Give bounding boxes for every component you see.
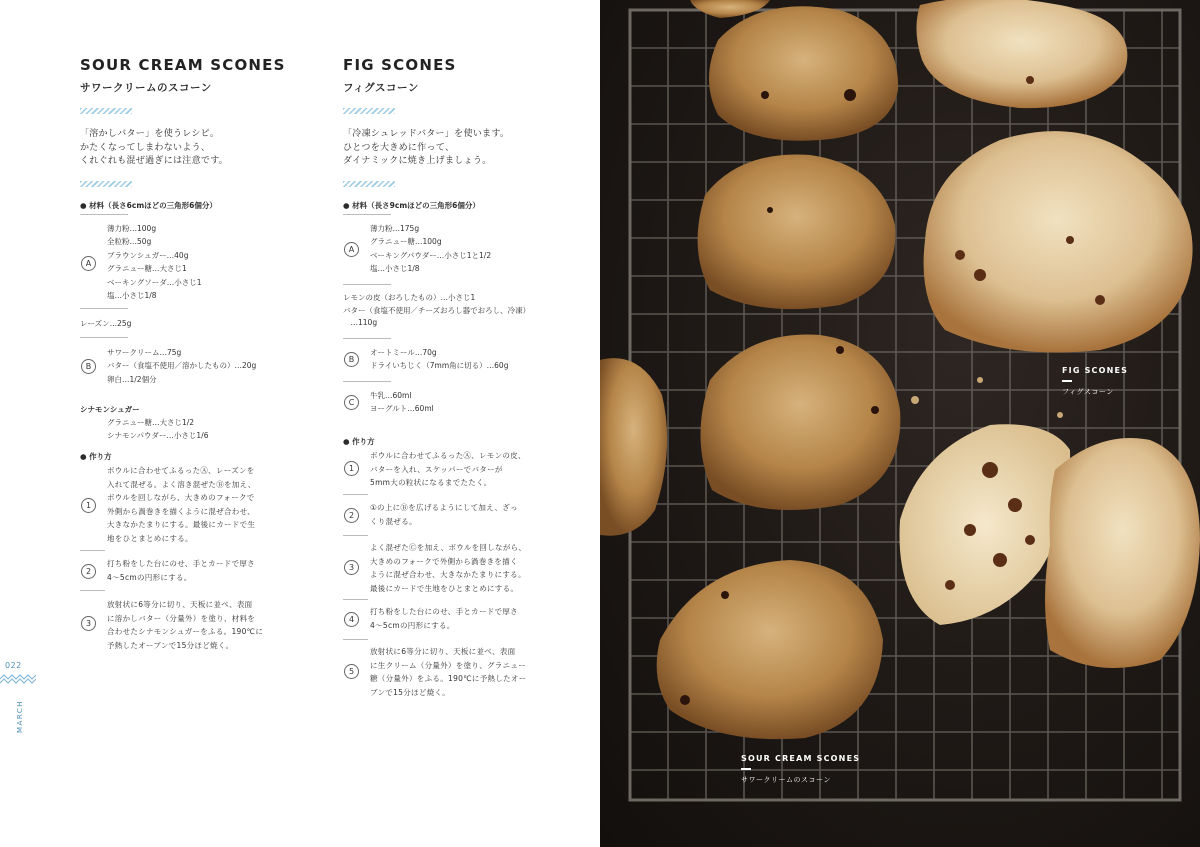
step-text: ボウルに合わせてふるったⒶ、レモンの皮、 バターを入れ、スケッパーでバターが 5mm大の粒状になるまでたたく。 — [370, 451, 526, 487]
divider-line — [343, 494, 368, 495]
hatch-divider — [80, 181, 132, 187]
recipe-intro: 「冷凍シュレッドバター」を使います。 ひとつを大きめに作って、 ダイナミックに焼き上げましょう。 — [343, 129, 510, 166]
ingredient-lemon-butter: レモンの皮（おろしたもの）…小さじ1 バター（食塩不使用／チーズおろし器でおろし、冷凍） …110g — [343, 293, 531, 327]
sour-cream-scone — [657, 560, 883, 739]
fig-scone-half — [1045, 438, 1200, 668]
photo-caption-fig — [1062, 366, 1128, 397]
hatch-divider — [80, 108, 132, 114]
step-text: 打ち粉をした台にのせ、手とカードで厚さ 4〜5cmの円形にする。 — [107, 559, 255, 582]
divider-line — [343, 338, 391, 339]
fig-scone-half — [900, 424, 1071, 625]
ingredient-list: オートミール…70g ドライいちじく（7mm角に切る）…60g — [370, 348, 509, 371]
divider-line — [343, 381, 391, 382]
divider-line — [80, 550, 105, 551]
cinnamon-sugar-list: グラニュー糖…大さじ1/2 シナモンパウダー…小さじ1/6 — [107, 418, 209, 441]
caption-bar — [741, 768, 751, 770]
recipe-title-ja: フィグスコーン — [343, 82, 419, 94]
step-number: 1 — [344, 461, 359, 476]
sour-cream-scone — [709, 6, 898, 140]
hatch-divider — [343, 181, 395, 187]
step-text: よく混ぜたⒸを加え、ボウルを回しながら、 大きめのフォークで外側から渦巻きを描く ように混ぜ合わせ、大きなかたまりにする。 最後にカードで生地をひとまとめにする。 — [370, 543, 527, 593]
step-number: 2 — [81, 564, 96, 579]
ingredient-list: 薄力粉…175g グラニュー糖…100g ベーキングパウダー…小さじ1と1/2 塩…小さじ1/8 — [370, 224, 492, 274]
step-text: 放射状に6等分に切り、天板に並べ、表面 に溶かしバター（分量外）を塗り、材料を 合わせたシナモンシュガーをふる。190℃に 予熱したオーブンで15分ほど焼く。 — [107, 600, 264, 650]
recipe-intro: 「溶かしバター」を使うレシピ。 かたくなってしまわないよう、 くれぐれも混ぜ過ぎには注意です。 — [80, 129, 229, 166]
divider-line — [343, 214, 391, 215]
step-number: 1 — [81, 498, 96, 513]
step-number: 3 — [344, 560, 359, 575]
step-number: 3 — [81, 616, 96, 631]
ingredients-heading: ● 材料（長さ9cmほどの三角形6個分） — [343, 201, 480, 210]
hatch-divider — [343, 108, 395, 114]
step-text: ボウルに合わせてふるったⒶ、レーズンを 入れて混ぜる。よく溶き混ぜたⒷを加え、 ボウルを回しながら、大きめのフォークで 外側から渦巻きを描くように混ぜ合わせ、 大きなかたまりにする。最後にカードで生 地をひとまとめにする。 — [107, 466, 256, 543]
recipe-title-en: FIG SCONES — [343, 56, 457, 74]
divider-line — [80, 214, 128, 215]
fig-scone — [916, 0, 1127, 108]
caption-title-en: FIG SCONES — [1062, 366, 1129, 375]
divider-line — [343, 535, 368, 536]
month-label: MARCH — [16, 700, 24, 733]
cinnamon-sugar-heading: シナモンシュガー — [80, 405, 140, 414]
step-number: 4 — [344, 612, 359, 627]
scones-photo — [600, 0, 1200, 847]
step-text: 放射状に6等分に切り、天板に並べ、表面 に生クリーム（分量外）を塗り、グラニュー 糖（分量外）をふる。190℃に予熱したオー ブンで15分ほど焼く。 — [370, 647, 527, 697]
caption-bar — [1062, 380, 1072, 382]
caption-title-ja: フィグスコーン — [1062, 388, 1114, 396]
step-number: 5 — [344, 664, 359, 679]
recipe-title-en: SOUR CREAM SCONES — [80, 56, 286, 74]
divider-line — [80, 590, 105, 591]
sour-cream-scone — [698, 155, 896, 310]
group-marker: B — [344, 352, 359, 367]
scones-illustration — [600, 0, 1200, 847]
group-marker: A — [344, 242, 359, 257]
step-text: 打ち粉をした台にのせ、手とカードで厚さ 4〜5cmの円形にする。 — [370, 607, 518, 630]
step-text: ①の上にⒷを広げるようにして加え、ざっ くり混ぜる。 — [370, 503, 518, 526]
divider-line — [343, 284, 391, 285]
sour-cream-scone — [600, 358, 667, 536]
divider-line — [343, 599, 368, 600]
method-heading: ● 作り方 — [343, 437, 375, 446]
ingredients-heading: ● 材料（長さ6cmほどの三角形6個分） — [80, 201, 217, 210]
folio-pattern-icon — [0, 672, 36, 686]
caption-title-en: SOUR CREAM SCONES — [741, 754, 861, 763]
ingredient-raisins: レーズン…25g — [80, 319, 132, 328]
divider-line — [80, 308, 128, 309]
divider-line — [343, 639, 368, 640]
ingredient-list: 牛乳…60ml ヨーグルト…60ml — [370, 391, 434, 414]
page-number: 022 — [5, 661, 22, 670]
fig-scone — [924, 131, 1193, 352]
caption-title-ja: サワークリームのスコーン — [741, 776, 831, 784]
divider-line — [80, 337, 128, 338]
group-marker: A — [81, 256, 96, 271]
group-marker: B — [81, 359, 96, 374]
recipe-title-ja: サワークリームのスコーン — [80, 82, 212, 94]
group-marker: C — [344, 395, 359, 410]
sour-cream-scone — [700, 335, 900, 510]
ingredient-list: 薄力粉…100g 全粒粉…50g ブラウンシュガー…40g グラニュー糖…大さじ1 ベーキングソーダ…小さじ1 塩…小さじ1/8 — [107, 224, 202, 301]
step-number: 2 — [344, 508, 359, 523]
method-heading: ● 作り方 — [80, 452, 112, 461]
ingredient-list: サワークリーム…75g バター（食塩不使用／溶かしたもの）…20g 卵白…1/2個分 — [107, 348, 257, 384]
photo-caption-sour-cream — [741, 754, 860, 785]
